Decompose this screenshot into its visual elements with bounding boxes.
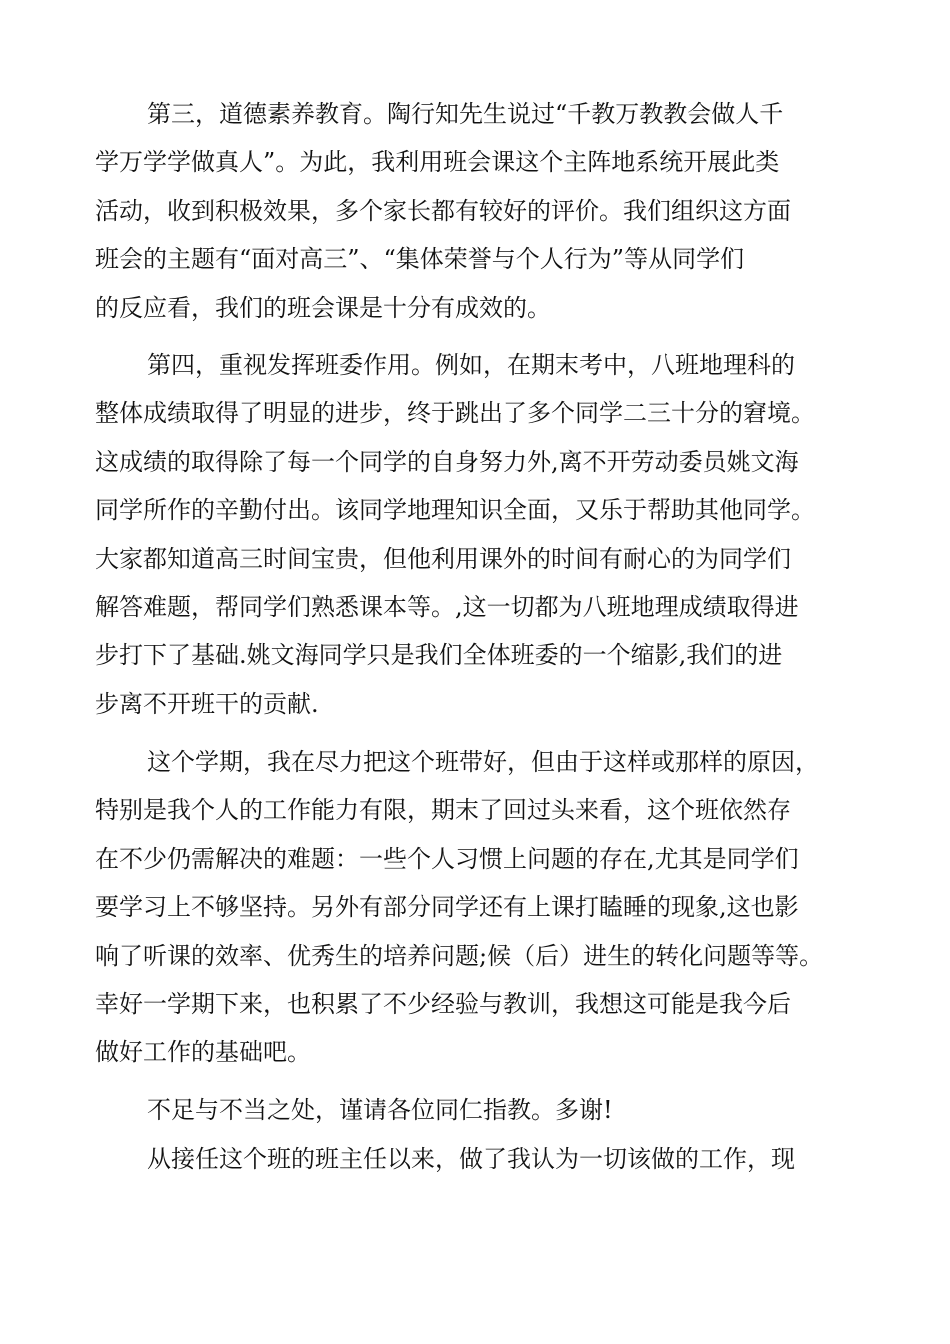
- paragraph-line: 要学习上不够坚持。另外有部分同学还有上课打瞌睡的现象,这也影: [95, 893, 799, 922]
- paragraph-moral-education: [95, 90, 875, 332]
- paragraph-line: 解答难题，帮同学们熟悉课本等。,这一切都为八班地理成绩取得进: [95, 593, 799, 622]
- paragraph-line: 响了听课的效率、优秀生的培养问题;候（后）进生的转化问题等等。: [95, 941, 824, 970]
- paragraph-line: 学万学学做真人”。为此，我利用班会课这个主阵地系统开展此类: [95, 148, 780, 177]
- paragraph-line: 大家都知道高三时间宝贵，但他利用课外的时间有耐心的为同学们: [95, 544, 791, 573]
- paragraph-line: 步打下了基础.姚文海同学只是我们全体班委的一个缩影,我们的进: [95, 641, 783, 670]
- paragraph-line: 班会的主题有“面对高三”、“集体荣誉与个人行为”等从同学们: [95, 245, 745, 274]
- paragraph-line: 第四，重视发挥班委作用。例如，在期末考中，八班地理科的: [147, 351, 795, 379]
- paragraph-line: 从接任这个班的班主任以来，做了我认为一切该做的工作，现: [147, 1145, 795, 1173]
- paragraph-new-section: [95, 1135, 875, 1183]
- paragraph-line: 的反应看，我们的班会课是十分有成效的。: [95, 293, 551, 322]
- paragraph-line: 同学所作的辛勤付出。该同学地理知识全面，又乐于帮助其他同学。: [95, 496, 815, 525]
- paragraph-closing-remark: [95, 1086, 875, 1134]
- paragraph-line: 这个学期，我在尽力把这个班带好，但由于这样或那样的原因，: [147, 748, 819, 776]
- paragraph-line: 整体成绩取得了明显的进步，终于跳出了多个同学二三十分的窘境。: [95, 399, 815, 428]
- paragraph-line: 第三，道德素养教育。陶行知先生说过“千教万教教会做人千: [147, 100, 784, 128]
- paragraph-line: 这成绩的取得除了每一个同学的自身努力外,离不开劳动委员姚文海: [95, 447, 799, 476]
- paragraph-line: 做好工作的基础吧。: [95, 1038, 311, 1067]
- paragraph-class-committee: [95, 341, 875, 728]
- paragraph-line: 在不少仍需解决的难题：一些个人习惯上问题的存在,尤其是同学们: [95, 844, 799, 873]
- paragraph-line: 步离不开班干的贡献.: [95, 689, 319, 718]
- paragraph-line: 特别是我个人的工作能力有限，期末了回过头来看，这个班依然存: [95, 796, 791, 825]
- paragraph-line: 幸好一学期下来，也积累了不少经验与教训，我想这可能是我今后: [95, 990, 791, 1019]
- paragraph-semester-reflection: [95, 738, 875, 1077]
- paragraph-line: 活动，收到积极效果，多个家长都有较好的评价。我们组织这方面: [95, 196, 791, 225]
- paragraph-line: 不足与不当之处，谨请各位同仁指教。多谢!: [147, 1096, 613, 1124]
